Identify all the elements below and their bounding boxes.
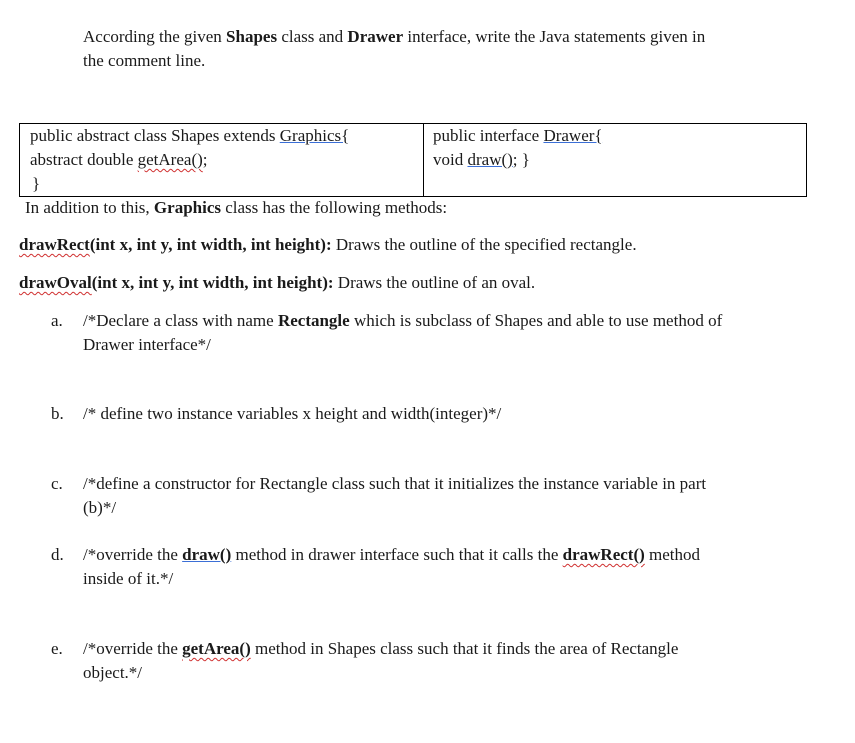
getarea-spell: getArea() [137, 150, 203, 169]
question-d-label: d. [51, 545, 64, 564]
question-c-label: c. [51, 474, 63, 493]
drawrect-method-ref: drawRect() [562, 545, 645, 564]
shapes-decl-line: public abstract class Shapes extends Graphics{ [30, 126, 350, 145]
draw-method-ref: draw() [182, 545, 232, 564]
drawer-decl-line: public interface Drawer{ [433, 126, 603, 145]
graphics-link: Graphics{ [279, 126, 350, 145]
question-e-line-2: object.*/ [83, 663, 143, 682]
closing-brace: } [32, 174, 41, 193]
rectangle-keyword: Rectangle [277, 311, 350, 330]
intro-line-1: According the given Shapes class and Drawer interface, write the Java statements given in [83, 27, 706, 46]
question-c-line-1: /*define a constructor for Rectangle class such that it initializes the instance variable in part [83, 474, 707, 493]
question-a-label: a. [51, 311, 63, 330]
drawrect-name: drawRect [19, 235, 90, 254]
question-a-line-1: /*Declare a class with name Rectangle which is subclass of Shapes and able to use method of [83, 311, 723, 330]
drawer-interface-cell [424, 124, 807, 197]
drawoval-name: drawOval [19, 273, 92, 292]
method-drawrect: drawRect(int x, int y, int width, int height): Draws the outline of the specified rectangle. [19, 235, 637, 254]
method-drawoval: drawOval(int x, int y, int width, int height): Draws the outline of an oval. [19, 273, 536, 292]
shapes-class-cell [20, 124, 424, 197]
draw-decl-line: void draw(); } [433, 150, 530, 169]
drawer-keyword: Drawer [347, 27, 404, 46]
draw-link: draw() [467, 150, 513, 169]
shapes-keyword: Shapes [226, 27, 278, 46]
question-d-line-2: inside of it.*/ [83, 569, 174, 588]
question-e-line-1: /*override the getArea() method in Shapes class such that it finds the area of Rectangle [83, 639, 679, 658]
question-c-line-2: (b)*/ [83, 498, 117, 517]
getarea-decl-line: abstract double getArea(); [30, 150, 208, 169]
question-e-label: e. [51, 639, 63, 658]
question-b-text: /* define two instance variables x height and width(integer)*/ [83, 404, 502, 423]
question-d-line-1: /*override the draw() method in drawer interface such that it calls the drawRect() method [83, 545, 701, 564]
question-b-label: b. [51, 404, 64, 423]
getarea-method-ref: getArea() [182, 639, 251, 658]
code-table [19, 123, 807, 197]
intro-line-2: the comment line. [83, 51, 206, 70]
addition-line: In addition to this, Graphics class has the following methods: [25, 198, 448, 217]
drawer-link: Drawer{ [543, 126, 603, 145]
graphics-keyword: Graphics [153, 198, 221, 217]
question-a-line-2: Drawer interface*/ [83, 335, 211, 354]
